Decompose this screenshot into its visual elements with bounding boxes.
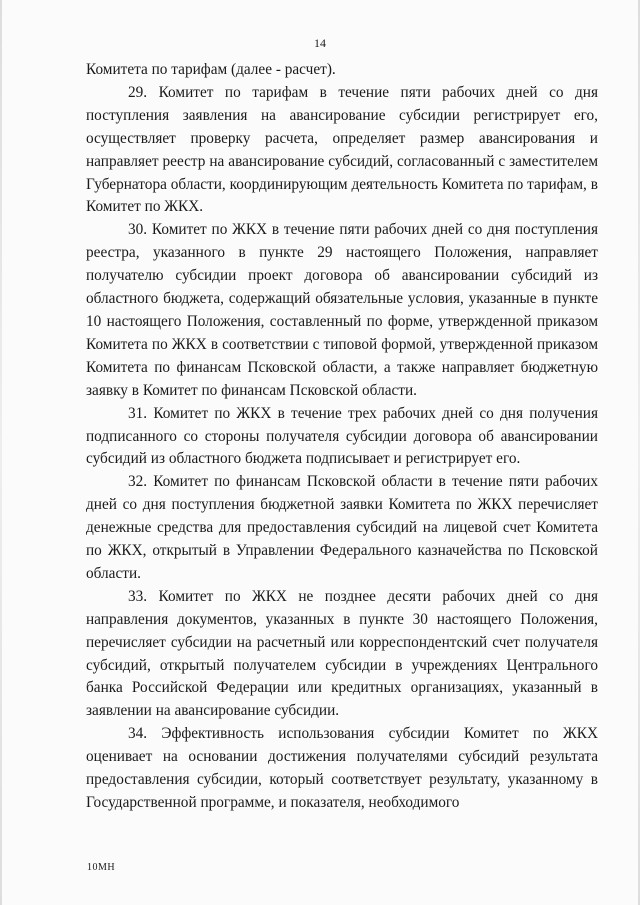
paragraph-33: 33. Комитет по ЖКХ не позднее десяти рабочих дней со дня направления документов, указанных в пункте 30 настоящего Положения, перечисляет субсидии на расчетный или корреспондентский счет получателя субсидий, открытый получателем субсидии в учреждениях Центрального банка Российской Федерации или кредитных организациях, указанный в заявлении на авансирование субсидии.: [86, 587, 598, 720]
footer-code: 10МН: [87, 862, 116, 873]
paragraph-continuation: Комитета по тарифам (далее - расчет).: [86, 61, 336, 78]
paragraph-32: 32. Комитет по финансам Псковской области в течение пяти рабочих дней со дня поступления бюджетной заявки Комитета по ЖКХ перечисляет денежные средства для предоставления субсидий на лицевой счет Комитета по ЖКХ, открытый в Управлении Федерального казначейства по Псковской области.: [86, 473, 598, 582]
paragraph-31: 31. Комитет по ЖКХ в течение трех рабочих дней со дня получения подписанного со стороны получателя субсидии договора об авансировании субсидий из областного бюджета подписывает и регистрирует его.: [86, 404, 598, 468]
paragraph-29: 29. Комитет по тарифам в течение пяти рабочих дней со дня поступления заявления на авансирование субсидии регистрирует его, осуществляет проверку расчета, определяет размер авансирования и направляет реестр на авансирование субсидий, согласованный с заместителем Губернатора области, координирующим деятельность Комитета по тарифам, в Комитет по ЖКХ.: [86, 83, 598, 216]
page-number: 14: [314, 36, 326, 50]
paragraph-34: 34. Эффективность использования субсидии Комитет по ЖКХ оценивает на основании достижения получателями субсидий результата предоставления субсидии, который соответствует результату, указанному в Государственной программе, и показателя, необходимого: [86, 725, 598, 811]
scan-edge-left: [0, 0, 2, 905]
document-body: [86, 59, 598, 815]
paragraph-30: 30. Комитет по ЖКХ в течение пяти рабочих дней со дня поступления реестра, указанного в пункте 29 настоящего Положения, направляет получателю субсидии проект договора об авансировании субсидий из областного бюджета, содержащий обязательные условия, указанные в пункте 10 настоящего Положения, составленный по форме, утвержденной приказом Комитета по ЖКХ в соответствии с типовой формой, утвержденной приказом Комитета по финансам Псковской области, а также направляет бюджетную заявку в Комитет по финансам Псковской области.: [86, 221, 598, 399]
